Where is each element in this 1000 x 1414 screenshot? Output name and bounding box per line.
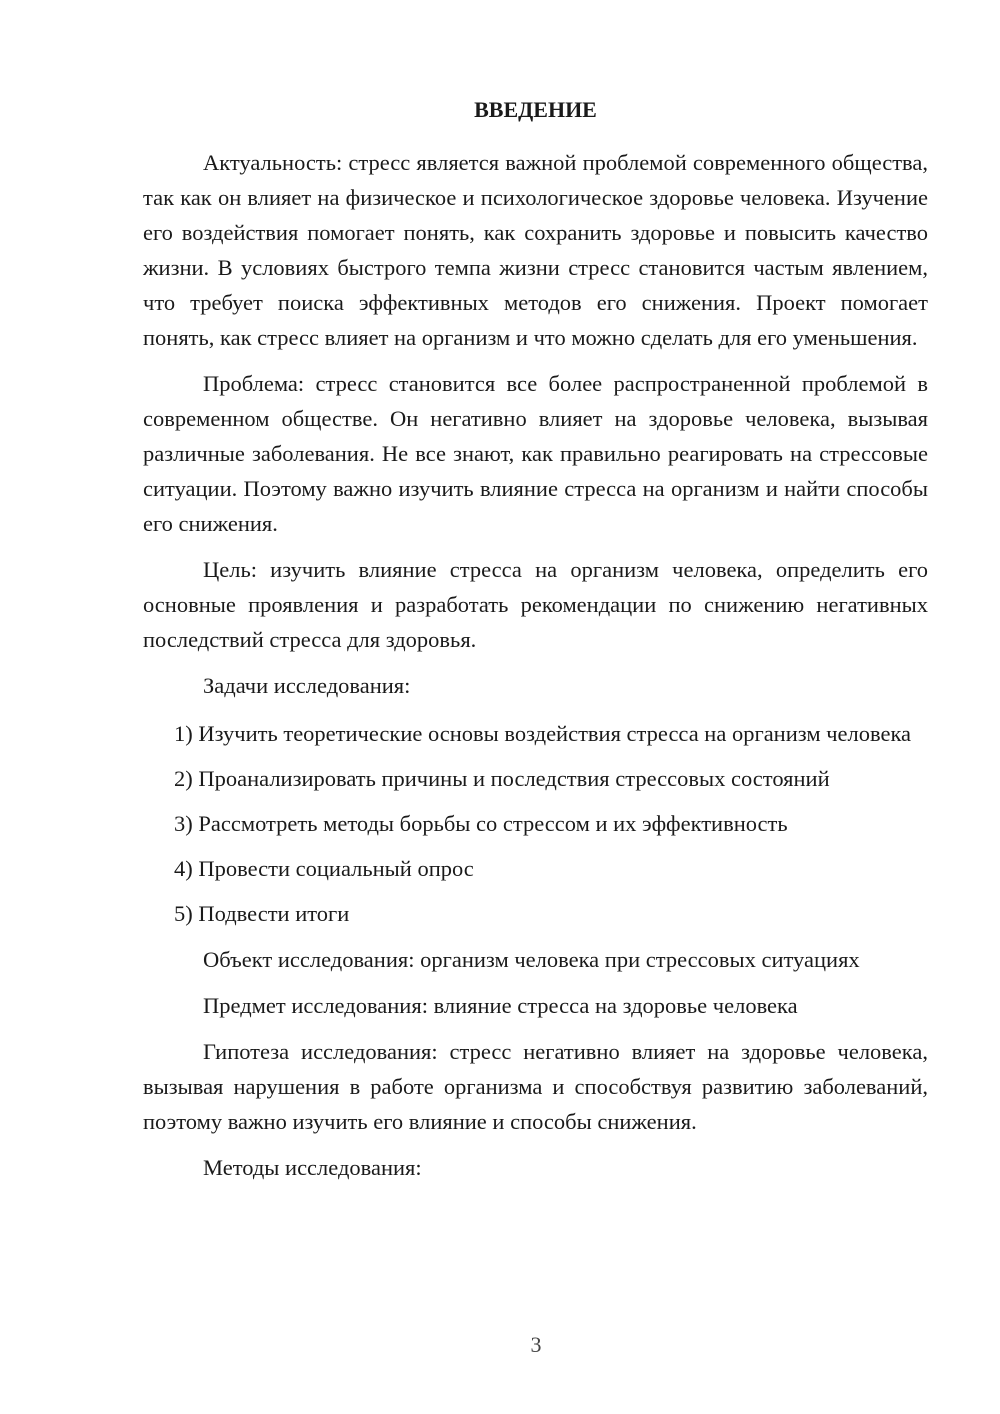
tasks-title: Задачи исследования: (203, 673, 411, 698)
task-item-1: 1) Изучить теоретические основы воздействия стресса на организм человека (174, 721, 912, 746)
page-number: 3 (530, 1332, 542, 1357)
section-heading: ВВЕДЕНИЕ (474, 97, 597, 122)
paragraph-problem: Проблема: стресс становится все более распространенной проблемой в современном обществе. Он негативно влияет на здоровье человека, вызывая различные заболевания. Не все знают, как правильно реагировать на стрессовые ситуации. Поэтому важно изучить влияние стресса на организм и найти способы его снижения. (143, 371, 928, 536)
paragraph-subject: Предмет исследования: влияние стресса на здоровье человека (203, 993, 798, 1018)
paragraph-object: Объект исследования: организм человека при стрессовых ситуациях (203, 947, 860, 972)
task-item-4: 4) Провести социальный опрос (174, 856, 474, 881)
paragraph-hypothesis: Гипотеза исследования: стресс негативно влияет на здоровье человека, вызывая нарушения в работе организма и способствуя развитию заболеваний, поэтому важно изучить его влияние и способы снижения. (143, 1039, 928, 1134)
paragraph-goal: Цель: изучить влияние стресса на организм человека, определить его основные проявления и разработать рекомендации по снижению негативных последствий стресса для здоровья. (143, 557, 928, 652)
task-item-3: 3) Рассмотреть методы борьбы со стрессом и их эффективность (174, 811, 788, 836)
paragraph-relevance: Актуальность: стресс является важной проблемой современного общества, так как он влияет на физическое и психологическое здоровье человека. Изучение его воздействия помогает понять, как сохранить здоровье и повысить качество жизни. В условиях быстрого темпа жизни стресс становится частым явлением, что требует поиска эффективных методов его снижения. Проект помогает понять, как стресс влияет на организм и что можно сделать для его уменьшения. (143, 150, 928, 350)
document-page (143, 92, 928, 1185)
methods-title: Методы исследования: (203, 1155, 422, 1180)
task-item-2: 2) Проанализировать причины и последствия стрессовых состояний (174, 766, 830, 791)
task-item-5: 5) Подвести итоги (174, 901, 350, 926)
